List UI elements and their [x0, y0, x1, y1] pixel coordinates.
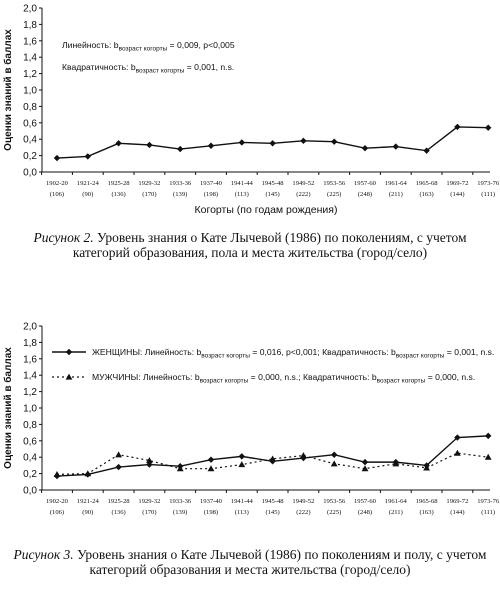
x-count-label: (163)	[419, 509, 434, 516]
y-tick-label: 1,0	[23, 403, 37, 415]
x-tick-label: 1937-40	[200, 498, 222, 505]
x-count-label: (144)	[450, 509, 465, 516]
x-tick-label: 1929-32	[138, 180, 161, 187]
data-point	[115, 451, 122, 457]
data-point	[331, 460, 338, 466]
annotation-pre: Квадратичность: b	[62, 62, 136, 72]
y-tick-label: 2,0	[23, 321, 37, 333]
annotation-post: = 0,001, n.s.	[184, 62, 235, 72]
x-tick-label: 1945-48	[261, 498, 284, 505]
legend-entry	[92, 347, 494, 360]
x-tick-label: 1953-56	[323, 498, 346, 505]
y-tick-label: 0,6	[23, 436, 37, 448]
x-tick-label: 1949-52	[292, 180, 315, 187]
x-tick-label: 1933-36	[169, 498, 192, 505]
x-count-label: (136)	[111, 509, 126, 516]
x-tick-label: 1965-68	[415, 180, 438, 187]
data-point	[454, 450, 461, 456]
figure-2-caption-text: Уровень знания о Кате Лычевой (1986) по поколениям, с учетом категорий образования, пола и места жительства (город/село)	[72, 230, 467, 260]
annotation-text	[62, 40, 235, 53]
legend-part: = 0,001, n.s.	[444, 347, 495, 357]
x-tick-label: 1965-68	[415, 498, 438, 505]
figure-2-chart	[0, 0, 500, 228]
data-point	[331, 138, 337, 144]
legend-part: = 0,000, n.s.	[425, 372, 476, 382]
figure-3-caption	[6, 547, 494, 577]
x-tick-label: 1969-72	[446, 180, 469, 187]
x-tick-label: 1921-24	[76, 498, 99, 505]
data-point	[362, 465, 369, 471]
x-count-label: (139)	[173, 509, 188, 516]
x-tick-label: 1961-64	[384, 498, 407, 505]
x-tick-label: 1937-40	[200, 180, 222, 187]
y-tick-label: 1,4	[23, 52, 37, 64]
x-count-label: (113)	[234, 191, 249, 198]
y-axis-title: Оценки знаний в баллах	[3, 347, 14, 469]
y-tick-label: 1,6	[23, 354, 37, 366]
x-count-label: (163)	[419, 191, 434, 198]
legend-sub: возраст когорты	[376, 377, 426, 385]
x-tick-label: 1945-48	[261, 180, 284, 187]
x-count-label: (145)	[265, 509, 280, 516]
x-tick-label: 1957-60	[354, 498, 376, 505]
x-tick-label: 1902-20	[46, 180, 68, 187]
x-count-label: (111)	[481, 191, 496, 198]
legend-sub: возраст когорты	[199, 377, 249, 385]
data-point	[393, 143, 399, 149]
x-tick-label: 1973-76	[477, 180, 500, 187]
x-count-label: (222)	[296, 509, 311, 516]
figure-3-caption-text: Уровень знания о Кате Лычевой (1986) по поколениям и полу, с учетом категорий образования и места жительства (город/село)	[73, 547, 487, 577]
annotation-sub: возраст когорты	[118, 45, 168, 53]
y-tick-label: 2,0	[23, 3, 37, 15]
annotation-post: = 0,009, p<0,005	[167, 40, 235, 50]
x-count-label: (90)	[82, 191, 94, 198]
annotation-pre: Линейность: b	[62, 40, 119, 50]
data-point	[85, 153, 91, 159]
x-count-label: (106)	[49, 191, 65, 198]
data-point	[362, 459, 368, 465]
y-tick-label: 1,4	[23, 370, 37, 382]
y-tick-label: 0,4	[23, 452, 37, 464]
data-point	[208, 456, 214, 462]
y-tick-label: 1,0	[23, 85, 37, 97]
x-count-label: (198)	[203, 509, 219, 516]
figure-3-chart	[0, 318, 500, 546]
y-tick-label: 0,8	[23, 419, 37, 431]
y-tick-label: 1,8	[23, 19, 37, 31]
data-point	[177, 146, 183, 152]
legend-series-name: ЖЕНЩИНЫ	[92, 347, 140, 357]
x-count-label: (170)	[142, 191, 157, 198]
y-axis-title: Оценки знаний в баллах	[3, 29, 14, 151]
x-count-label: (111)	[481, 509, 496, 516]
data-point	[146, 142, 152, 148]
data-point	[485, 125, 491, 131]
x-count-label: (211)	[388, 191, 403, 198]
figure-3-caption-lead: Рисунок 3.	[13, 547, 74, 562]
figure-2-caption-lead: Рисунок 2.	[33, 230, 94, 245]
x-count-label: (198)	[203, 191, 219, 198]
annotation-sub: возраст когорты	[135, 67, 185, 75]
data-point	[331, 452, 337, 458]
figure-2-caption	[6, 230, 494, 260]
legend-sub: возраст когорты	[395, 352, 445, 360]
legend-series-name: МУЖЧИНЫ	[92, 372, 139, 382]
legend-marker	[66, 374, 73, 380]
x-tick-label: 1957-60	[354, 180, 376, 187]
data-point	[485, 454, 492, 460]
data-point	[115, 140, 121, 146]
y-tick-label: 0,2	[23, 151, 37, 163]
legend-sub: возраст когорты	[201, 352, 250, 360]
x-count-label: (211)	[388, 509, 403, 516]
data-point	[54, 155, 60, 161]
data-point	[54, 471, 61, 477]
x-axis-title: Когорты (по годам рождения)	[194, 204, 338, 216]
x-tick-label: 1921-24	[76, 180, 99, 187]
legend-entry	[92, 372, 475, 385]
y-tick-label: 0,4	[23, 134, 37, 146]
x-count-label: (136)	[111, 191, 126, 198]
data-point	[208, 143, 214, 149]
x-count-label: (144)	[450, 191, 465, 198]
data-point	[239, 453, 245, 459]
data-point	[485, 433, 491, 439]
y-tick-label: 1,6	[23, 36, 37, 48]
x-count-label: (225)	[327, 509, 342, 516]
x-tick-label: 1961-64	[384, 180, 407, 187]
x-tick-label: 1953-56	[323, 180, 346, 187]
annotation-text	[62, 62, 234, 75]
x-tick-label: 1941-44	[230, 180, 253, 187]
x-tick-label: 1933-36	[169, 180, 192, 187]
data-point	[238, 461, 245, 467]
data-point	[115, 464, 121, 470]
x-count-label: (139)	[173, 191, 188, 198]
x-count-label: (90)	[82, 509, 94, 516]
data-point	[239, 139, 245, 145]
y-tick-label: 0,6	[23, 118, 37, 130]
x-count-label: (248)	[357, 509, 373, 516]
data-point	[300, 138, 306, 144]
x-count-label: (145)	[265, 191, 280, 198]
legend-part: = 0,000, n.s.; Квадратичность: b	[248, 372, 377, 382]
y-tick-label: 1,2	[23, 69, 37, 81]
data-point	[392, 460, 399, 466]
x-count-label: (248)	[357, 191, 373, 198]
data-point	[269, 140, 275, 146]
data-point	[300, 452, 307, 458]
data-point	[362, 145, 368, 151]
x-count-label: (225)	[327, 191, 342, 198]
legend-part: : Линейность: b	[138, 372, 200, 382]
legend-part: = 0,016, p<0,001; Квадратичность: b	[249, 347, 396, 357]
legend-marker	[66, 349, 72, 355]
x-tick-label: 1973-76	[477, 498, 500, 505]
x-tick-label: 1969-72	[446, 498, 469, 505]
y-tick-label: 0,8	[23, 101, 37, 113]
x-tick-label: 1925-28	[107, 180, 130, 187]
data-point	[208, 465, 215, 471]
x-tick-label: 1941-44	[230, 498, 253, 505]
y-tick-label: 1,8	[23, 337, 37, 349]
legend-part: : Линейность: b	[139, 347, 202, 357]
x-tick-label: 1925-28	[107, 498, 130, 505]
y-tick-label: 0,2	[23, 469, 37, 481]
x-count-label: (222)	[296, 191, 311, 198]
x-count-label: (113)	[234, 509, 249, 516]
x-count-label: (106)	[49, 509, 65, 516]
x-tick-label: 1929-32	[138, 498, 161, 505]
y-tick-label: 1,2	[23, 387, 37, 399]
y-tick-label: 0,0	[23, 167, 37, 179]
x-tick-label: 1949-52	[292, 498, 315, 505]
y-tick-label: 0,0	[23, 485, 37, 497]
x-count-label: (170)	[142, 509, 157, 516]
x-tick-label: 1902-20	[46, 498, 68, 505]
